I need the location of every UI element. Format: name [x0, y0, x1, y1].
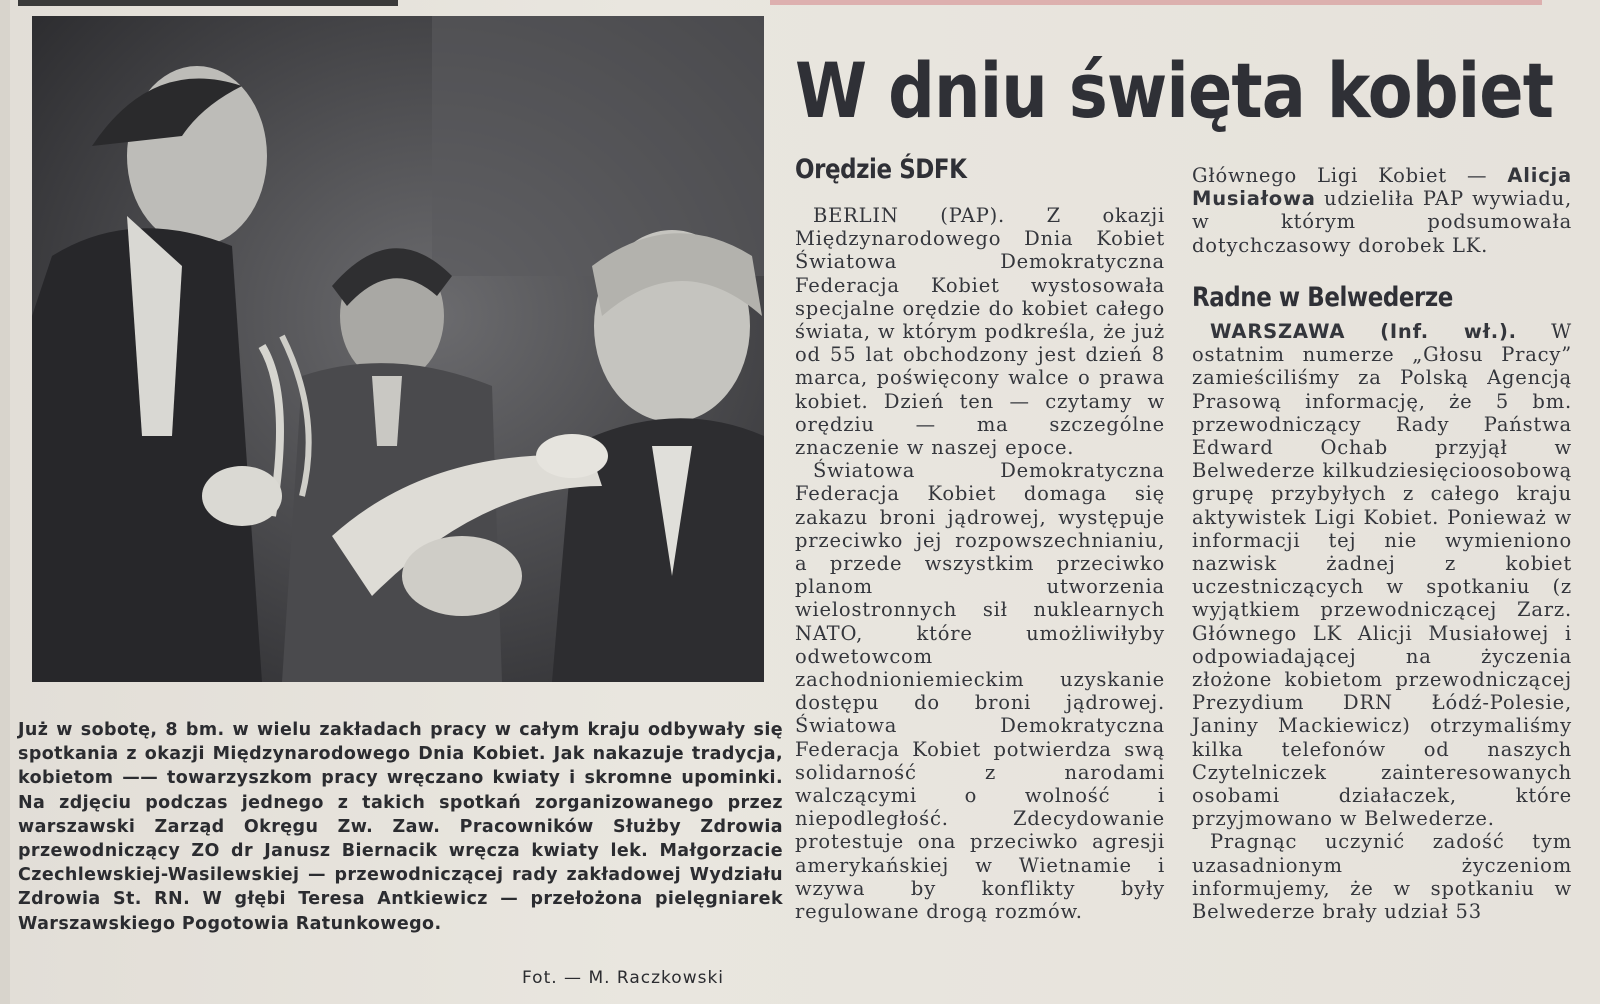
continued-text-end: udzieliła PAP wywiadu, w którym podsumowała dotychczasowy dorobek LK. — [1192, 187, 1572, 257]
red-rule — [770, 0, 1542, 5]
article1-paragraph: BERLIN (PAP). Z okazji Międzynarodowego Dnia Kobiet Światowa Demokratyczna Federacja Kobiet wystosowała specjalne orędzie do kobiet całego świata, w którym podkreśla, że już od 55 lat obchodzony jest dzień 8 marca, poświęcony walce o prawa kobiet. Dzień ten — czytamy w orędziu — ma szczególne znaczenie w naszej epoce. — [795, 204, 1165, 460]
photo-credit: Fot. — M. Raczkowski — [522, 968, 725, 988]
article2-paragraph: W ostatnim numerze „Głosu Pracy” zamieściliśmy za Polską Agencją Prasową informację, że 5 bm. przewodniczący Rady Państwa Edward Ochab przyjął w Belwederze kilkudziesięcioosobową grupę przybyłych z całego kraju aktywistek Ligi Kobiet. Ponieważ w informacji tej nie wymieniono nazwisk żadnej z kobiet uczestniczących w spotkaniu (z wyjątkiem przewodniczącej Zarz. Głównego LK Alicji Musiałowej i odpowiadającej na życzenia złożone kobietom przewodniczącej Prezydium DRN Łódź-Polesie, Janiny Mackiewicz) otrzymaliśmy kilka telefonów od naszych Czytelniczek zainteresowanych osobami działaczek, które przyjmowano w Belwederze. — [1192, 320, 1573, 831]
article2-dateline: WARSZAWA (Inf. wł.). — [1210, 320, 1517, 343]
photo-image-icon — [32, 16, 764, 682]
article1-body — [795, 204, 1165, 923]
article2-body — [1192, 320, 1572, 923]
page-headline: W dniu święta kobiet — [795, 46, 1554, 135]
continued-text-start: Głównego Ligi Kobiet — — [1192, 164, 1508, 187]
continued-name: Alicja Musiałowa — [1192, 164, 1572, 211]
article1-paragraph: Światowa Demokratyczna Federacja Kobiet domaga się zakazu broni jądrowej, występuje przeciwko jej rozpowszechnianiu, a przede wszystkim przeciwko planom utworzenia wielostronnych sił nuklearnych NATO, które umożliwiłyby odwetowcom zachodnioniemieckim uzyskanie dostępu do broni jądrowej. Światowa Demokratyczna Federacja Kobiet potwierdza swą solidarność z narodami walczącymi o wolność i niepodległość. Zdecydowanie protestuje ona przeciwko agresji amerykańskiej w Wietnamie i wzywa by konflikty były regulowane drogą rozmów. — [795, 459, 1165, 924]
article1-continued — [1192, 164, 1572, 257]
article2-paragraph: Pragnąc uczynić zadość tym uzasadnionym życzeniom informujemy, że w spotkaniu w Belwederze brały udział 53 — [1192, 830, 1572, 924]
photo-caption: Już w sobotę, 8 bm. w wielu zakładach pracy w całym kraju odbywały się spotkania z okazji Międzynarodowego Dnia Kobiet. Jak nakazuje tradycja, kobietom —— towarzyszkom pracy wręczano kwiaty i skromne upominki. Na zdjęciu podczas jednego z takich spotkań zorganizowanego przez warszawski Zarząd Okręgu Zw. Zaw. Pracowników Służby Zdrowia przewodniczący ZO dr Janusz Biernacik wręcza kwiaty lek. Małgorzacie Czechlewskiej-Wasilewskiej — przewodniczącej rady zakładowej Wydziału Zdrowia St. RN. W głębi Teresa Antkiewicz — przełożona pielęgniarek Warszawskiego Pogotowia Ratunkowego. — [18, 720, 783, 934]
top-rule — [18, 0, 398, 6]
article2-title: Radne w Belwederze — [1192, 282, 1453, 313]
article1-title: Orędzie ŚDFK — [795, 154, 967, 185]
news-photo — [32, 16, 764, 682]
page-edge — [0, 0, 10, 1004]
